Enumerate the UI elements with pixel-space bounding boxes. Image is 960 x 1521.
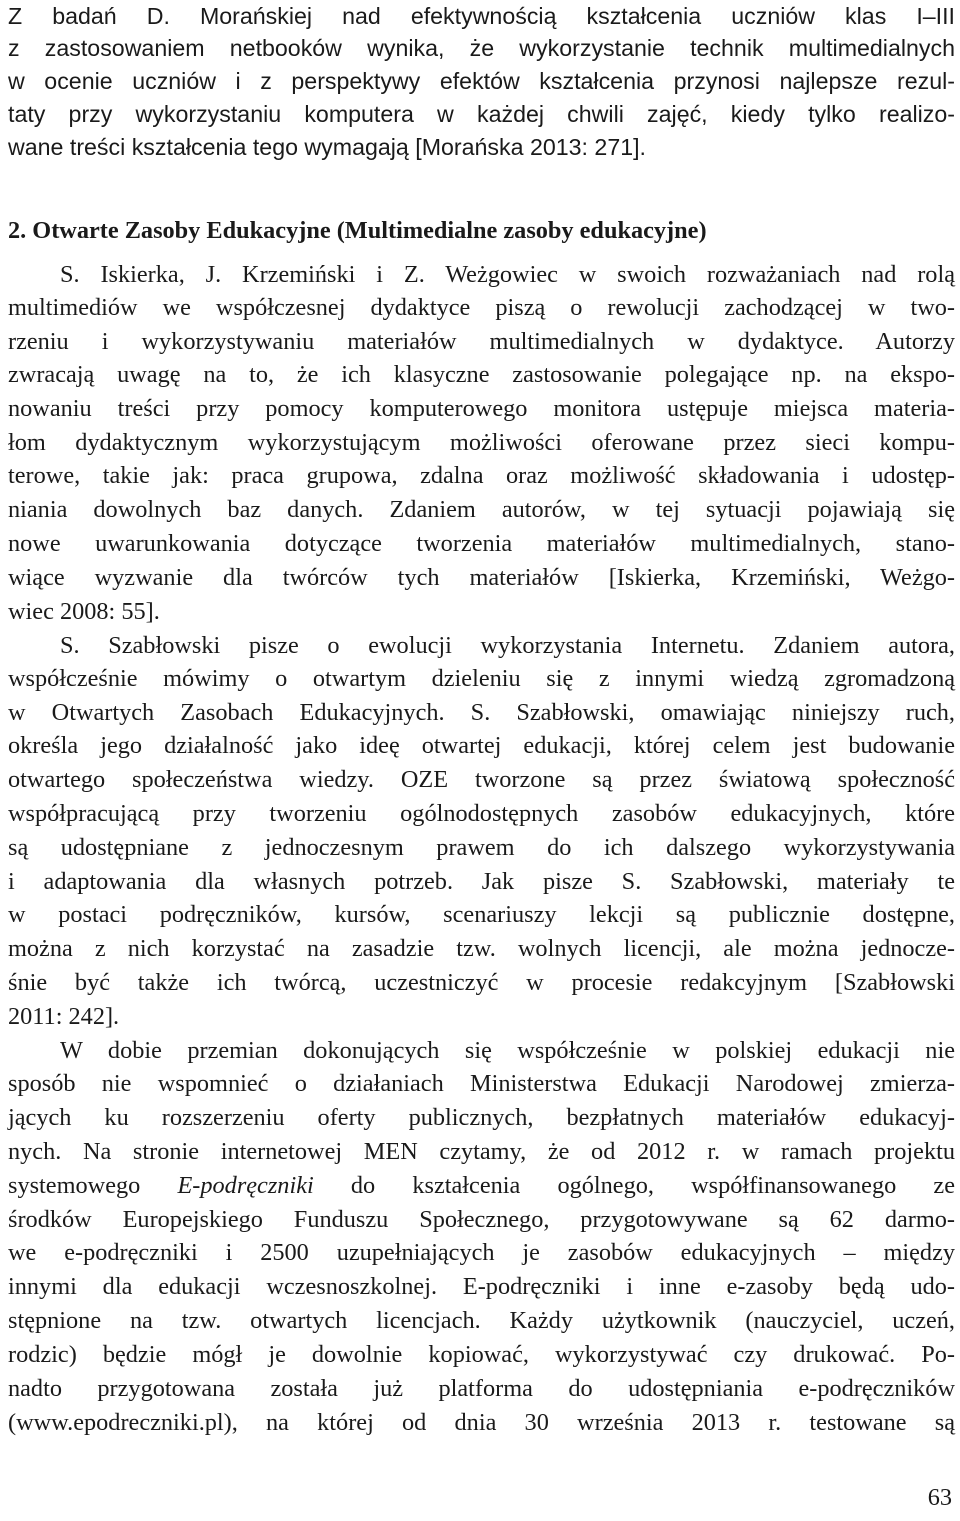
- text-line: multimediów we współczesnej dydaktyce piszą o rewolucji zachodzącej w two-: [8, 294, 955, 321]
- text-line: są udostępniane z jednoczesnym prawem do ich dalszego wykorzystywania: [8, 834, 955, 861]
- page-number: 63: [927, 1484, 952, 1511]
- text-line: innymi dla edukacji wczesnoszkolnej. E-podręczniki i inne e-zasoby będą udo-: [8, 1273, 955, 1300]
- text-line: (www.epodreczniki.pl), na której od dnia 30 września 2013 r. testowane są: [8, 1409, 955, 1436]
- text-line: zwracają uwagę na to, że ich klasyczne zastosowanie polegające np. na ekspo-: [8, 361, 955, 388]
- text-line: określa jego działalność jako ideę otwartej edukacji, której celem jest budowanie: [8, 732, 955, 759]
- text-line: w postaci podręczników, kursów, scenariuszy lekcji są publicznie dostępne,: [8, 901, 955, 928]
- text-line: nadto przygotowana została już platforma do udostępniania e-podręczników: [8, 1375, 955, 1402]
- text-line: stępnione na tzw. otwartych licencjach. Każdy użytkownik (nauczyciel, uczeń,: [8, 1307, 955, 1334]
- text-line: śnie być także ich twórcą, uczestniczyć w procesie redakcyjnym [Szabłowski: [8, 969, 955, 996]
- text-line: nych. Na stronie internetowej MEN czytamy, że od 2012 r. w ramach projektu: [8, 1138, 955, 1165]
- text-line: łom dydaktycznym wykorzystującym możliwości oferowane przez sieci kompu-: [8, 429, 955, 456]
- text-line: nowe uwarunkowania dotyczące tworzenia materiałów multimedialnych, stano-: [8, 530, 955, 557]
- text-line: wiące wyzwanie dla twórców tych materiałów [Iskierka, Krzemiński, Weżgo-: [8, 564, 955, 591]
- text-line: wiec 2008: 55].: [8, 598, 160, 625]
- text-line: współpracującą przy tworzeniu ogólnodostępnych zasobów edukacyjnych, które: [8, 800, 955, 827]
- text-line: S. Iskierka, J. Krzemiński i Z. Weżgowiec w swoich rozważaniach nad rolą: [60, 261, 955, 288]
- section-heading: 2. Otwarte Zasoby Edukacyjne (Multimedialne zasoby edukacyjne): [8, 217, 707, 244]
- text-line: Z badań D. Morańskiej nad efektywnością kształcenia uczniów klas I–III: [8, 3, 955, 29]
- text-line: W dobie przemian dokonujących się współcześnie w polskiej edukacji nie: [60, 1037, 955, 1064]
- text-line: niania dowolnych baz danych. Zdaniem autorów, w tej sytuacji pojawiają się: [8, 496, 955, 523]
- text-line: rodzic) będzie mógł je dowolnie kopiować, wykorzystywać czy drukować. Po-: [8, 1341, 955, 1368]
- text-line: systemowego E-podręczniki do kształcenia ogólnego, współfinansowanego ze: [8, 1172, 955, 1199]
- text-line: rzeniu i wykorzystywaniu materiałów multimedialnych w dydaktyce. Autorzy: [8, 328, 955, 355]
- text-line: 2011: 242].: [8, 1003, 120, 1030]
- text-line: wane treści kształcenia tego wymagają [Morańska 2013: 271].: [8, 134, 646, 160]
- text-line: otwartego społeczeństwa wiedzy. OZE tworzone są przez światową społeczność: [8, 766, 955, 793]
- text-line: jących ku rozszerzeniu oferty publicznych, bezpłatnych materiałów edukacyj-: [8, 1104, 955, 1131]
- text-line: nowaniu treści przy pomocy komputerowego monitora ustępuje miejsca materia-: [8, 395, 955, 422]
- text-line: terowe, takie jak: praca grupowa, zdalna oraz możliwość składowania i udostęp-: [8, 462, 955, 489]
- text-line: z zastosowaniem netbooków wynika, że wykorzystanie technik multimedialnych: [8, 35, 955, 61]
- text-line: taty przy wykorzystaniu komputera w każdej chwili zajęć, kiedy tylko realizo-: [8, 101, 955, 127]
- text-line: współcześnie mówimy o otwartym dzieleniu się z innymi wiedzą zgromadzoną: [8, 665, 955, 692]
- text-line: i adaptowania dla własnych potrzeb. Jak pisze S. Szabłowski, materiały te: [8, 868, 955, 895]
- text-line: w Otwartych Zasobach Edukacyjnych. S. Szabłowski, omawiając niniejszy ruch,: [8, 699, 955, 726]
- text-line: S. Szabłowski pisze o ewolucji wykorzystania Internetu. Zdaniem autora,: [60, 632, 955, 659]
- text-line: można z nich korzystać na zasadzie tzw. wolnych licencji, ale można jednocze-: [8, 935, 955, 962]
- text-line: we e-podręczniki i 2500 uzupełniających je zasobów edukacyjnych – między: [8, 1239, 955, 1266]
- text-line: środków Europejskiego Funduszu Społecznego, przygotowywane są 62 darmo-: [8, 1206, 955, 1233]
- text-line: w ocenie uczniów i z perspektywy efektów kształcenia przynosi najlepsze rezul-: [8, 68, 955, 94]
- text-line: sposób nie wspomnieć o działaniach Ministerstwa Edukacji Narodowej zmierza-: [8, 1070, 955, 1097]
